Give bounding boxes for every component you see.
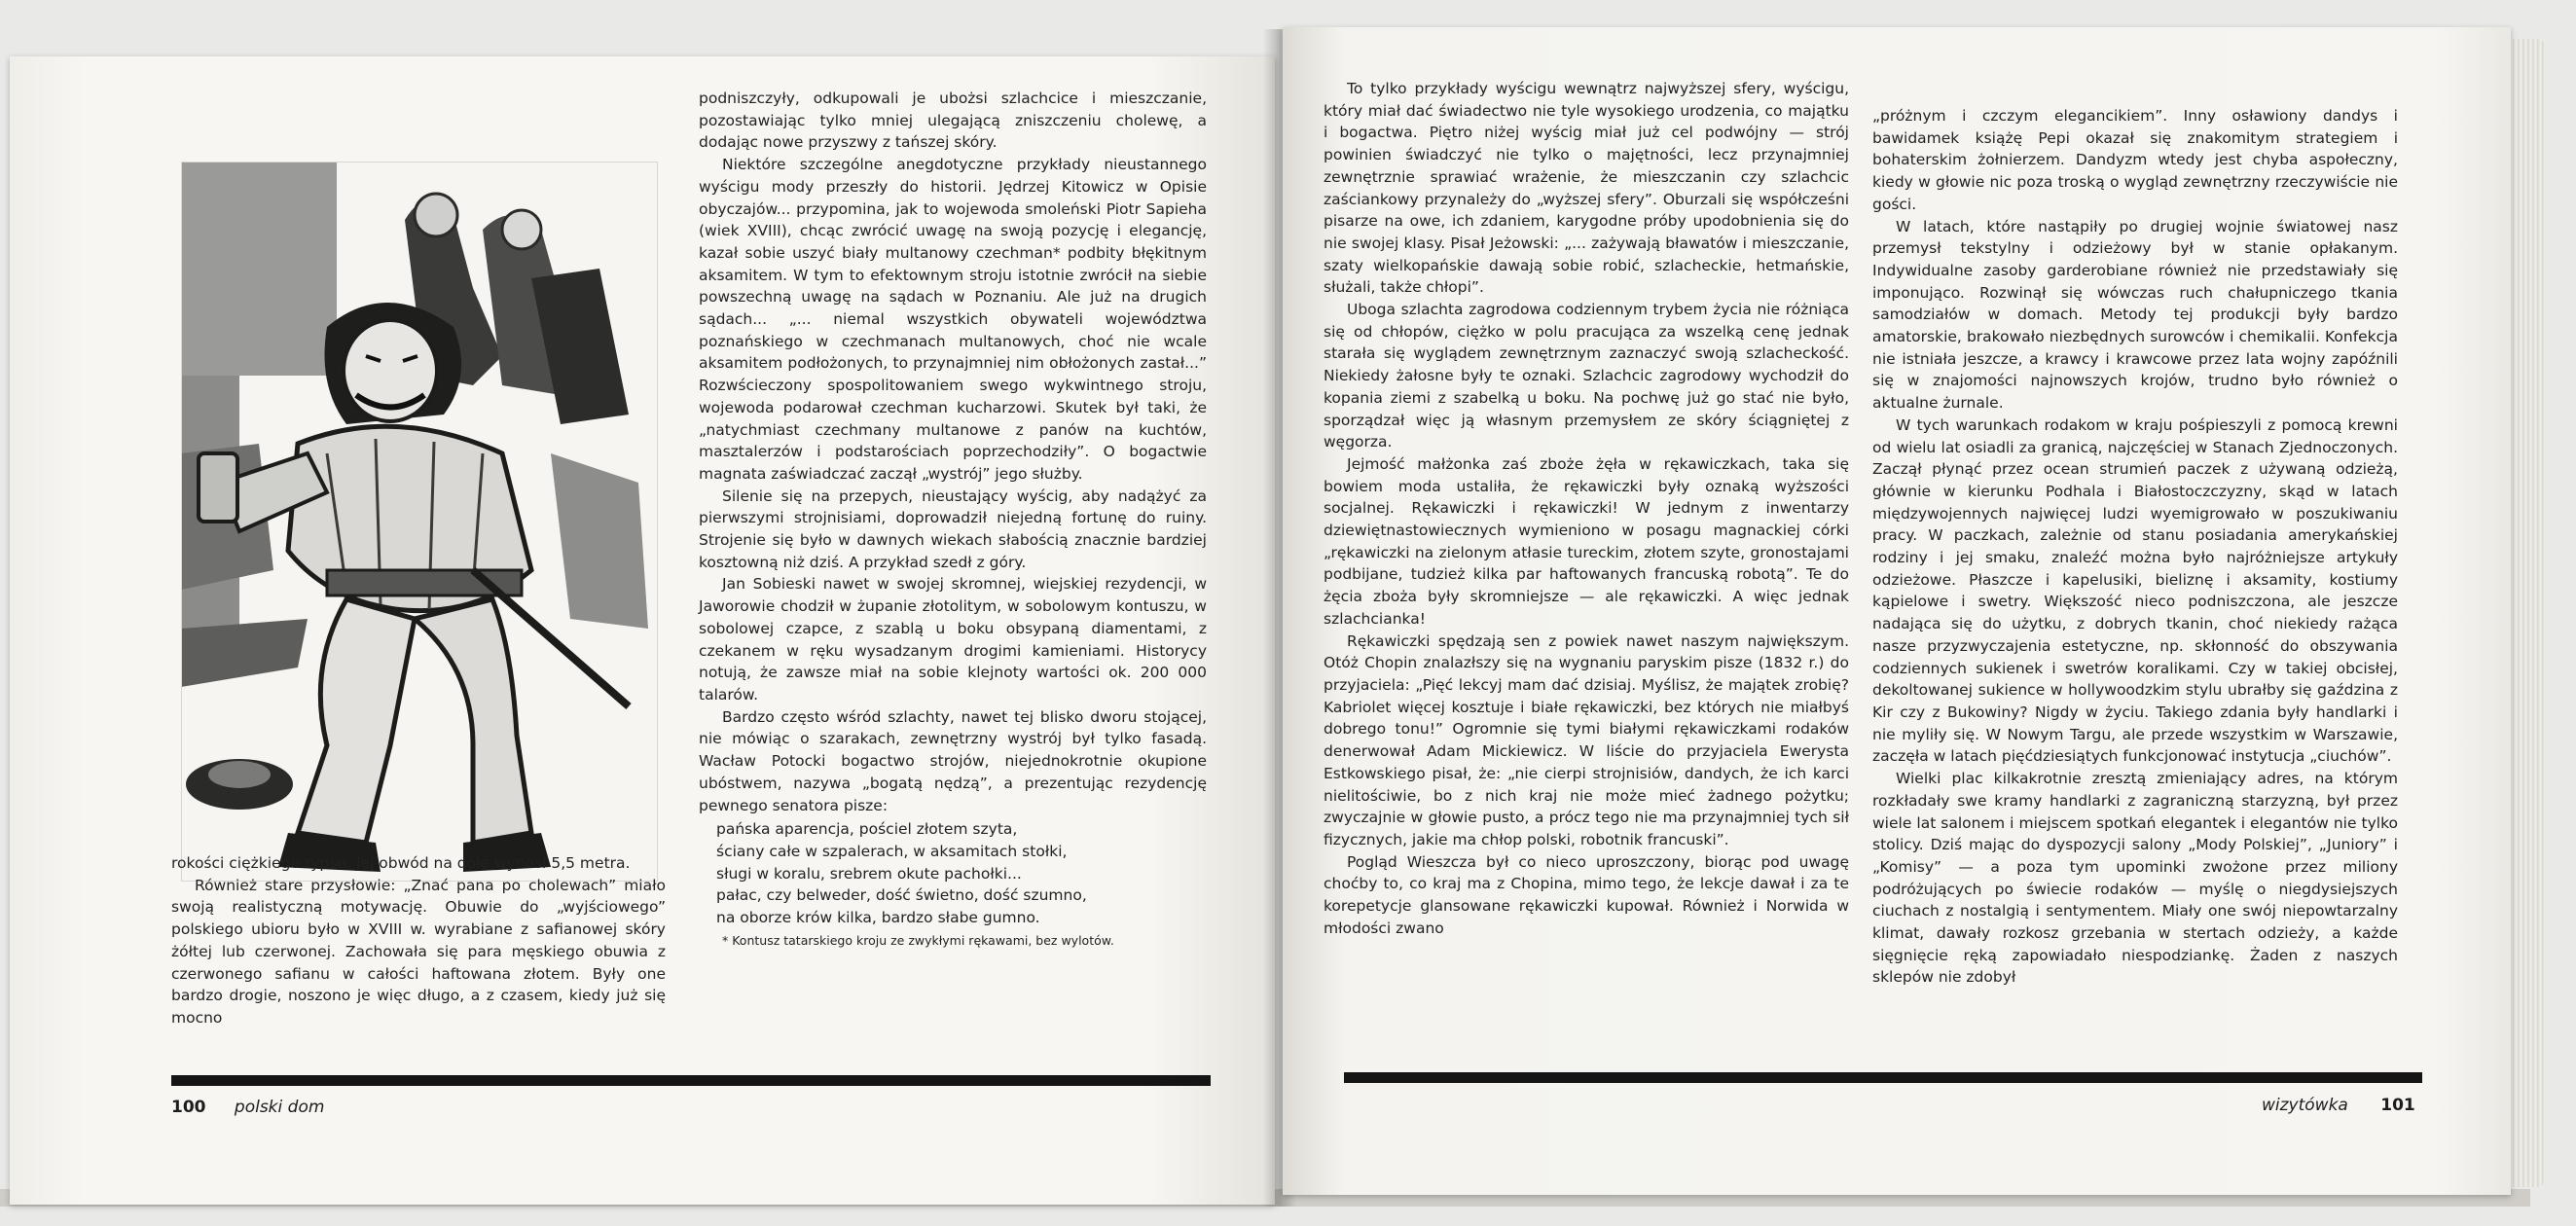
nobleman-engraving-illustration <box>181 162 658 882</box>
left-page-folio <box>171 1098 324 1117</box>
right-page <box>1283 27 2511 1195</box>
paragraph: Rękawiczki spędzają sen z powiek nawet naszym największym. Otóż Chopin znalazłszy się na wygnaniu paryskim pisze (1832 r.) do przyjaciela: „Pięć lekcyj mam dać dzisiaj. Myślisz, że majątek zrobię? Kabriolet więcej kosztuje i białe rękawiczki, bez których nie miałbyś dobrego tonu!” Ogromnie się tymi białymi rękawiczkami rodaków denerwował Adam Mickiewicz. W liście do przyjaciela Ewerysta Estkowskiego pisał, że: „nie cierpi strojnisiów, dandych, że ich karci nielitościwie, bo z nich kraj nie może mieć żadnego pożytku; zwyczajnie w głowie pusto, a prócz tego nie ma przynajmniej tych sił fizycznych, jakie ma chłop polski, robotnik francuski”. <box>1324 631 1849 848</box>
paragraph: Wielki plac kilkakrotnie zresztą zmieniający adres, na którym rozkładały swe kramy handlarki z zagraniczną starzyzną, był przez wiele lat salonem i miejscem spotkań elegantek i elegantów nie tylko stolicy. Dziś mając do dyspozycji salony „Mody Polskiej”, „Juniory” i „Komisy” — a poza tym upominki zwożone przez miliony podróżujących po świecie rodaków — myślę o niegdysiejszych ciuchach z nostalgią i sentymentem. Miały one swój niepowtarzalny klimat, dawały rozkosz grzebania w stertach odzieży, a każde sięgnięcie ręką zapowiadało niespodziankę. Żaden z naszych sklepów nie zdobył <box>1872 770 2398 987</box>
right-column-one <box>1324 78 1849 939</box>
page-number: 100 <box>171 1098 206 1117</box>
page-number: 101 <box>2380 1096 2415 1115</box>
paragraph: W latach, które nastąpiły po drugiej wojnie światowej nasz przemysł tekstylny i odzieżowy był w stanie opłakanym. Indywidualne zasoby garderobiane również nie przedstawiały się imponująco. Rozwinął się wówczas ruch chałupniczego tkania samodziałów w domach. Metody tej produkcji były bardzo amatorskie, brakowało niezbędnych surowców i chemikalii. Konfekcja nie istniała jeszcze, a krawcy i krawcowe przez lata wojny zapóźnili się w znajomości najnowszych krojów, trudno było również o aktualne żurnale. <box>1872 217 2398 413</box>
left-page <box>10 56 1275 1205</box>
poem-line: ściany całe w szpalerach, w aksamitach stołki, <box>716 842 1068 860</box>
paragraph: Niektóre szczególne anegdotyczne przykłady nieustannego wyścigu mody przeszły do historii. Jędrzej Kitowicz w Opisie obyczajów... przypomina, jak to wojewoda smoleński Piotr Sapieha (wiek XVIII), chcąc zwrócić uwagę na swoją pozycję i elegancję, kazał sobie uszyć biały multanowy czechman* podbity błękitnym aksamitem. W tym to efektownym stroju istotnie zwrócił na siebie powszechną uwagę na sądach w Poznaniu. Ale już na drugich sądach... „... niemal wszystkich obywateli województwa poznańskiego w czechmanach multanowych, choć nie wcale aksamitem podłożonych, to przynajmniej nim obłożonych zastał...” Rozwścieczony spospolitowaniem swego wykwintnego stroju, wojewoda podarował czechman kucharzowi. Skutek był taki, że „natychmiast czechmany multanowe z panów na kuchtów, masztalerzów i podstarościach poprzechodziły”. O bogactwie magnata zaświadczać zaczął „wystrój” jego służby. <box>699 156 1207 483</box>
paragraph: Silenie się na przepych, nieustający wyścig, aby nadążyć za pierwszymi strojnisiami, doprowadził niejedną fortunę do ruiny. Strojenie się było w dawnych wiekach słabością znacznie bardziej kosztowną niż dziś. A przykład szedł z góry. <box>699 487 1207 571</box>
paragraph: Również stare przysłowie: „Znać pana po cholewach” miało swoją realistyczną motywację. Obuwie do „wyjściowego” polskiego ubioru było w XVIII w. wyrabiane z safianowej skóry żółtej lub czerwonej. Zachowała się para męskiego obuwia z czerwonego safianu w całości haftowana złotem. Były one bardzo drogie, noszono je więc długo, a z czasem, kiedy już się mocno <box>171 876 666 1027</box>
paragraph: Uboga szlachta zagrodowa codziennym trybem życia nie różniąca się od chłopów, ciężko w polu pracująca za wszelką cenę jednak starała się wyglądem zewnętrznym zaznaczyć swoją szlacheckość. Niekiedy żałosne były te oznaki. Szlachcic zagrodowy wychodził do kopania ziemi z szabelką u boku. Na pochwę już go stać nie było, sporządzał więc ją własnym przemysłem ze skóry ściągniętej z węgorza. <box>1324 301 1849 451</box>
poem-line: pałac, czy belweder, dość świetno, dość szumno, <box>716 886 1087 905</box>
paragraph: „próżnym i czczym elegancikiem”. Inny osławiony dandys i bawidamek książę Pepi okazał się znakomitym strategiem i bohaterskim żołnierzem. Dandyzm wtedy jest chyba aspołeczny, kiedy w głowie nic poza troską o wygląd zewnętrzny rzeczywiście nie gości. <box>1872 107 2398 213</box>
poem-quote <box>716 818 1207 929</box>
paragraph: Pogląd Wieszcza był co nieco uproszczony, biorąc pod uwagę choćby to, co kraj ma z Chopina, mimo tego, że lekcje dawał i za te korepetycje glansowane rękawiczki kupował. Również i Norwida w młodości zwano <box>1324 852 1849 937</box>
left-main-column <box>699 88 1207 951</box>
paragraph: To tylko przykłady wyścigu wewnątrz najwyższej sfery, wyścigu, który miał dać świadectwo nie tyle wysokiego urodzenia, co majątku i bogactwa. Piętro niżej wyścig miał już cel podwójny — strój powinien świadczyć nie tylko o majętności, lecz przynajmniej zewnętrznie sprawiać wrażenie, że mieszczanin czy szlachcic zaściankowy przynależy do „wyższej sfery”. Oburzali się współcześni pisarze na owe, ich zdaniem, karygodne próby upodobnienia się do nie swojej klasy. Pisał Jeżowski: „... zażywają bławatów i mieszczanie, szaty wielkopańskie dawają sobie robić, szlacheckie, hetmańskie, służali, także chłopi”. <box>1324 80 1849 297</box>
running-title: wizytówka <box>2262 1096 2348 1115</box>
poem-line: sługi w koralu, srebrem okute pachołki... <box>716 864 1022 883</box>
running-title: polski dom <box>234 1098 325 1117</box>
paragraph: W tych warunkach rodakom w kraju pośpieszyli z pomocą krewni od wielu lat osiadli za granicą, najczęściej w Stanach Zjednoczonych. Zaczął płynąć przez ocean strumień paczek z używaną odzieżą, głównie w kierunku Podhala i Białostoczczyzny, skąd w latach międzywojennych najwięcej ludzi wyemigrowało w poszukiwaniu pracy. W paczkach, zależnie od stanu posiadania amerykańskiej rodziny i jej smaku, znaleźć można było najróżniejsze artykuły odzieżowe. Płaszcze i kapelusiki, bieliznę i aksamity, kostiumy kąpielowe i swetry. Większość nieco podniszczona, ale jeszcze nadająca się do użytku, z dobrych tkanin, choć niekiedy rażąca nasze przyzwyczajenia estetyczne, np. skłonność do obszywania codziennych sukienek i swetrów koralikami. Czy w takiej obcisłej, dekoltowanej sukience w hollywoodzkim stylu ubrałby się gaździna z Kir czy z Bukowiny? Nigdy w życiu. Takiego zdania były handlarki i nie myliły się. W Nowym Targu, ale przede wszystkim w Warszawie, zaczęła w latach pięćdziesiątych funkcjonować instytucja „ciuchów”. <box>1872 415 2398 766</box>
paragraph: podniszczyły, odkupowali je ubożsi szlachcice i mieszczanie, pozostawiając tylko mniej ulegającą zniszczeniu cholewę, a dodając nowe przyszwy z tańszej skóry. <box>699 90 1207 152</box>
right-page-folio <box>2262 1096 2415 1115</box>
left-page-footer-rule <box>171 1075 1211 1086</box>
paragraph: Jejmość małżonka zaś zboże żęła w rękawiczkach, taka się bowiem moda ustaliła, że rękawiczki były oznaką wyższości socjalnej. Rękawiczki i rękawiczki! W jednym z inwentarzy dziewiętnastowiecznych wymieniono w posagu magnackiej córki „rękawiczki na zielonym atłasie tureckim, złotem szyte, gronostajami podbijane, tudzież kilka par haftowanych francuską robotą”. Te do żęcia zboża były skromniejsze — ale rękawiczki. A więc jednak szlachcianka! <box>1324 454 1849 628</box>
left-caption-column <box>171 852 666 1029</box>
paragraph: rokości ciężkiego rypsu. Jej obwód na dole wynosi 5,5 metra. <box>171 854 631 872</box>
paragraph: Bardzo często wśród szlachty, nawet tej blisko dworu stojącej, nie mówiąc o szarakach, zewnętrzny wystrój był tylko fasadą. Wacław Potocki bogactwo strojów, niejednokrotnie okupione ubóstwem, nazywa „bogatą nędzą”, a prezentując rezydencję pewnego senatora pisze: <box>699 707 1207 814</box>
footnote: * Kontusz tatarskiego kroju ze zwykłymi rękawami, bez wylotów. <box>722 932 1114 948</box>
poem-line: na oborze krów kilka, bardzo słabe gumno. <box>716 909 1040 927</box>
paragraph: Jan Sobieski nawet w swojej skromnej, wiejskiej rezydencji, w Jaworowie chodził w żupanie złotolitym, w sobolowym kontuszu, w sobolowej czapce, z szablą u boku obsypaną diamentami, z czekanem w ręku wysadzanym drogimi kamieniami. Historycy notują, że zawsze miał na sobie klejnoty wartości ok. 200 000 talarów. <box>699 575 1207 703</box>
right-column-two <box>1872 105 2398 989</box>
right-page-footer-rule <box>1344 1072 2422 1083</box>
poem-line: pańska aparencja, pościel złotem szyta, <box>716 820 1018 839</box>
